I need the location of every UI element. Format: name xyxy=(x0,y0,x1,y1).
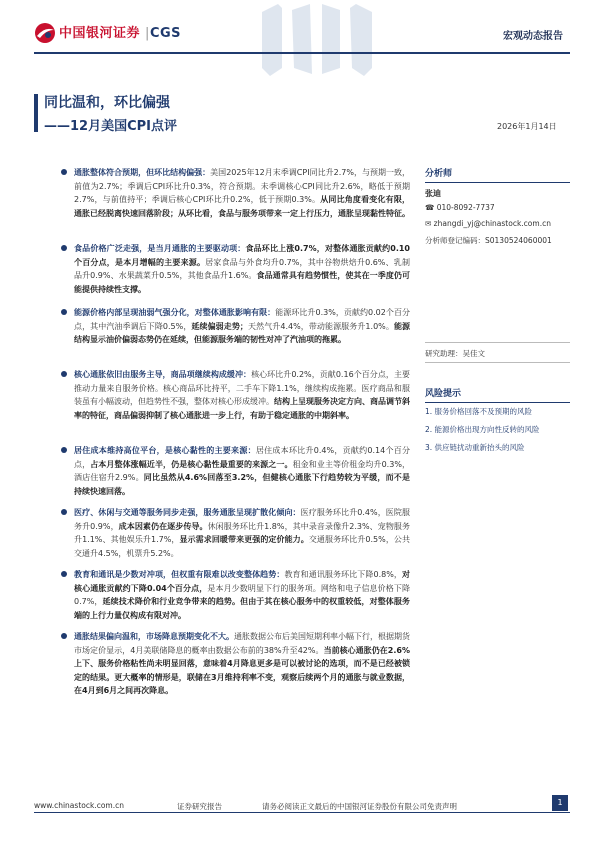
bullet-dot-icon xyxy=(61,633,67,639)
phone-icon: ☎ xyxy=(425,203,437,212)
bullet-dot-icon xyxy=(61,571,67,577)
header-rule xyxy=(34,52,570,54)
bullet-medical-leisure: 医疗、休闲与交通等服务同步走强，服务通胀呈现扩散化倾向：医疗服务环比升0.4%，医院服务升0.9%，成本因素仍在逐步传导。休闲服务环比升1.8%，其中录音录像升2.3%、宠物服务升1.1%、其他娱乐升1.7%，显示需求回暖带来更强的定价能力。交通服务环比升0.5%，公共交通升4.5%，机票升5.2%。 xyxy=(74,506,410,560)
analyst-phone: ☎ 010-8092-7737 xyxy=(425,203,495,212)
logo-en: CGS xyxy=(149,26,182,41)
risk-heading: 风险提示 xyxy=(425,386,570,403)
logo-separator: | xyxy=(145,26,150,41)
risk-item: 2. 能源价格出现方向性反转的风险 xyxy=(425,425,540,434)
risk-item: 1. 服务价格回落不及预期的风险 xyxy=(425,407,533,416)
sidebar-divider xyxy=(425,362,570,363)
bullet-dot-icon xyxy=(61,169,67,175)
bullet-dot-icon xyxy=(61,509,67,515)
report-type: 宏观动态报告 xyxy=(503,31,563,42)
logo-cn: 中国银河证券 xyxy=(59,26,141,41)
report-subtitle: ——12月美国CPI点评 xyxy=(44,119,177,134)
galaxy-logo-icon xyxy=(34,22,56,44)
company-logo-text xyxy=(59,22,181,41)
bullet-dot-icon xyxy=(61,245,67,251)
bullet-overview: 通胀整体符合预期，但环比结构偏强：美国2025年12月末季调CPI同比升2.7%，与预期一致，前值为2.7%；季调后CPI环比升0.3%，符合预期。未季调核心CPI同比升2.6%，略低于预期2.7%，与前值持平；季调后核心CPI环比升0.2%，低于预期0.3%。从同比角度看变化有限，通胀已经脱离快速回落阶段；从环比看，食品与服务项带来一定上行压力，通胀呈现黏性特征。 xyxy=(74,166,410,220)
footer-rule xyxy=(34,812,570,813)
footer-website[interactable]: www.chinastock.com.cn xyxy=(34,801,124,810)
analyst-cert: 分析师登记编码：S0130524060001 xyxy=(425,236,552,245)
research-assistant: 研究助理：吴佳文 xyxy=(425,349,485,358)
bullet-food: 食品价格广泛走强，是当月通胀的主要驱动项：食品环比上涨0.7%，对整体通胀贡献约0.10个百分点，是本月增幅的主要来源。居家食品与外食均升0.7%，其中谷物烘焙升0.6%、乳制品升0.9%、水果蔬菜升0.5%，其他食品升1.6%。食品通常具有趋势惯性，使其在一季度仍可能提供持续性支撑。 xyxy=(74,242,410,296)
bullet-core-services: 核心通胀依旧由服务主导，商品项继续构成缓冲：核心环比升0.2%，贡献0.16个百分点，主要推动力量来自服务价格。核心商品环比持平，二手车下降1.1%，继续构成拖累。医疗商品和服装虽有小幅波动，但趋势性不强，整体对核心形成缓冲。结构上呈现服务决定方向、商品调节斜率的特征，商品偏弱抑制了核心通胀进一步上行，有助于稳定通胀的中期斜率。 xyxy=(74,368,410,422)
sidebar-divider xyxy=(425,342,570,343)
bullet-dot-icon xyxy=(61,447,67,453)
report-title: 同比温和，环比偏强 xyxy=(44,95,170,111)
bullet-rate-outlook: 通胀结果偏向温和，市场降息预期变化不大。通胀数据公布后美国短期利率小幅下行，根据期货市场定价显示，4月美联储降息的概率由数据公布前的38%升至42%。当前核心通胀仍在2.6%上下、服务价格粘性尚未明显回落，意味着4月降息更多是可以被讨论的选项，而不是已经被锁定的结果。更大概率的情形是，联储在3月维持利率不变，观察后续两个月的通胀与就业数据，在4月到6月之间再次降息。 xyxy=(74,630,410,698)
watermark-logo xyxy=(252,4,382,76)
report-date: 2026年1月14日 xyxy=(497,122,557,131)
footer-disclaimer: 请务必阅读正文最后的中国银河证券股份有限公司免责声明 xyxy=(262,802,457,811)
title-accent-bar xyxy=(34,94,38,132)
footer-label: 证券研究报告 xyxy=(177,802,222,811)
bullet-dot-icon xyxy=(61,309,67,315)
risk-item: 3. 供应链扰动重新抬头的风险 xyxy=(425,443,525,452)
analyst-heading: 分析师 xyxy=(425,166,570,183)
analyst-name: 张迪 xyxy=(425,189,441,198)
email-icon: ✉ xyxy=(425,219,434,228)
bullet-energy: 能源价格内部呈现油弱气强分化，对整体通胀影响有限：能源环比升0.3%，贡献约0.02个百分点，其中汽油季调后下降0.5%，延续偏弱走势；天然气升4.4%，带动能源服务升1.0%。能源结构显示油价偏弱态势仍在延续，但能源服务端的韧性对冲了汽油项的拖累。 xyxy=(74,306,410,347)
bullet-shelter: 居住成本维持高位平台，是核心黏性的主要来源：居住成本环比升0.4%，贡献约0.14个百分点，占本月整体涨幅近半，仍是核心黏性最重要的来源之一。租金和业主等价租金均升0.3%，酒店住宿升2.9%。同比虽然从4.6%回落至3.2%，但健核心通胀下行趋势较为平缓，而不是持续快速回落。 xyxy=(74,444,410,498)
page-number: 1 xyxy=(552,795,568,811)
bullet-dot-icon xyxy=(61,371,67,377)
bullet-education: 教育和通讯是少数对冲项，但权重有限难以改变整体趋势：教育和通讯服务环比下降0.8%，对核心通胀贡献约下降0.04个百分点，是本月少数明显下行的服务项。网络和电子信息价格下降0.7%，延续技术降价和行业竞争带来的趋势。但由于其在核心服务中的权重较低，对整体服务端的上行力量仅构成有限对冲。 xyxy=(74,568,410,622)
analyst-email[interactable]: ✉ zhangdi_yj@chinastock.com.cn xyxy=(425,219,551,228)
